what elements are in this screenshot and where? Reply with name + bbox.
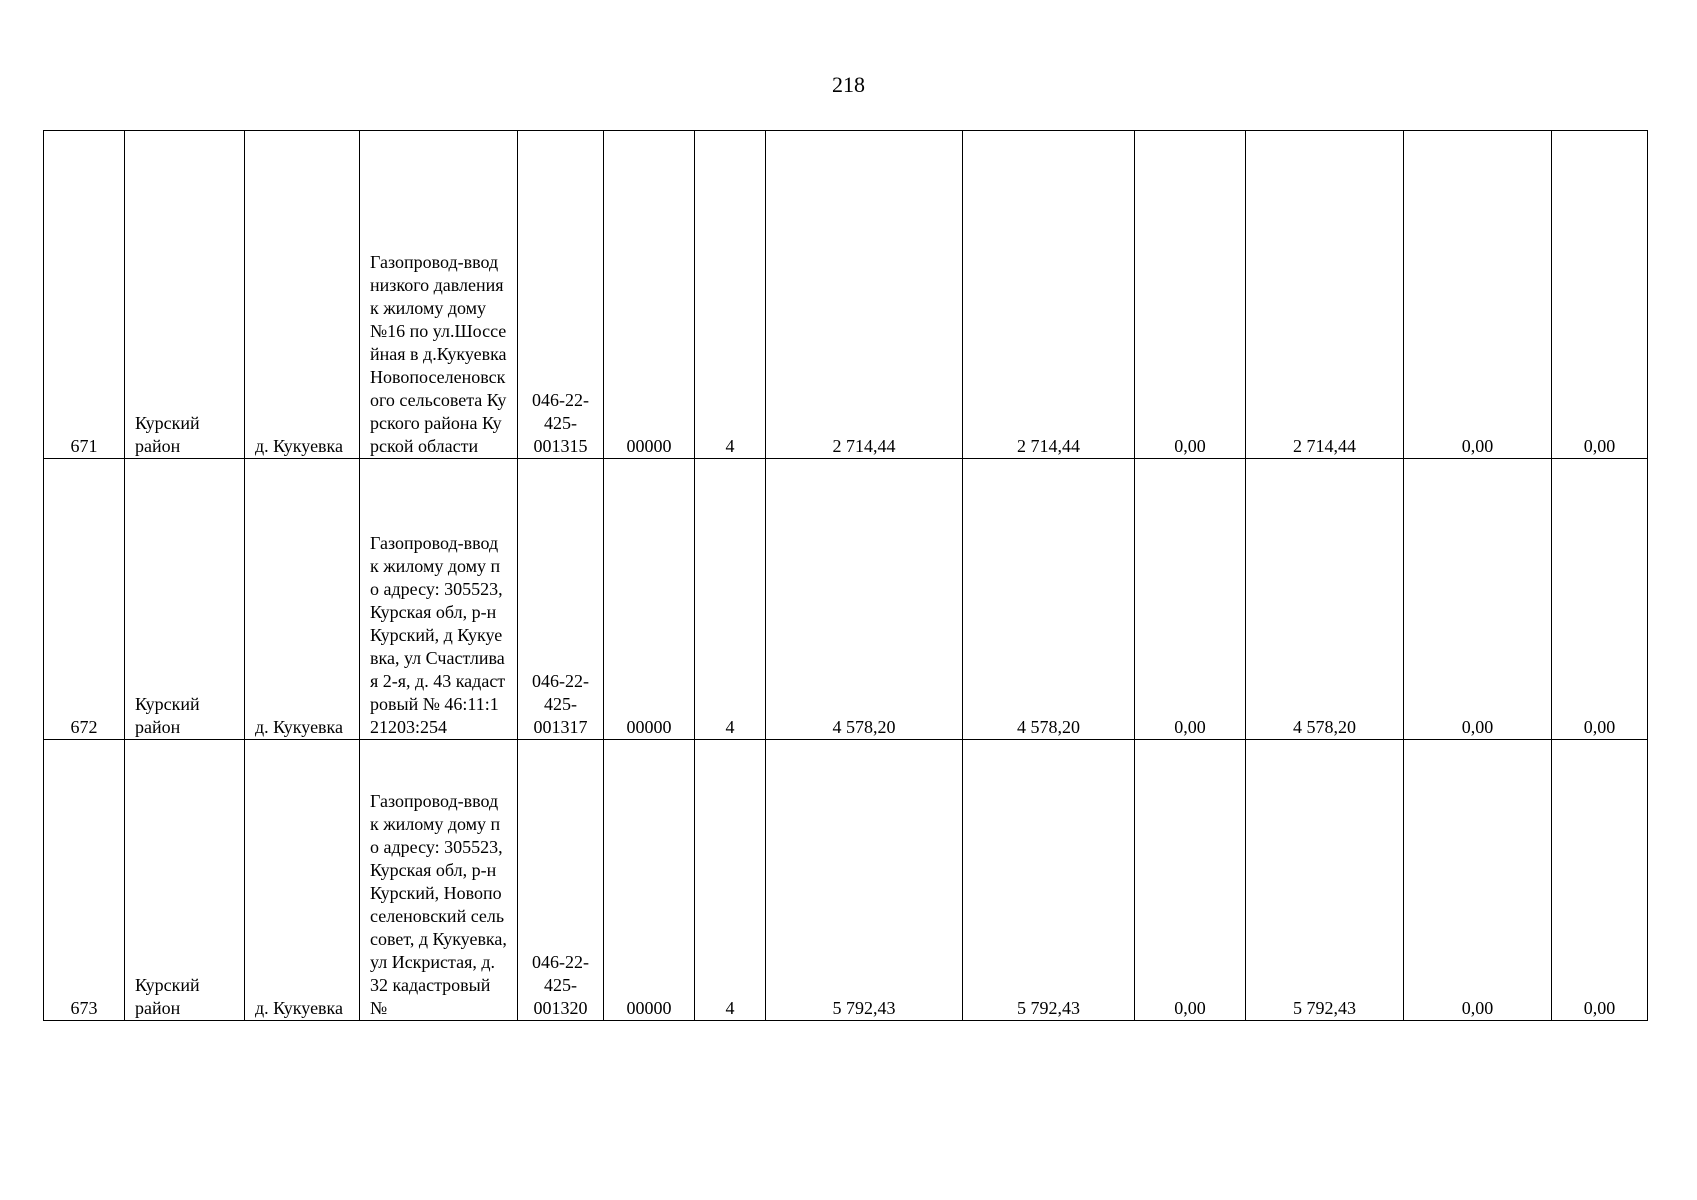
registry-code-cell: 046-22-425-001317 [518, 459, 604, 740]
locality-cell: д. Кукуевка [245, 131, 360, 459]
object-name-cell [360, 740, 518, 1021]
value-cell-2: 5 792,43 [963, 740, 1135, 1021]
class-code-cell: 00000 [604, 740, 695, 1021]
count-cell: 4 [695, 740, 766, 1021]
locality-cell: д. Кукуевка [245, 740, 360, 1021]
row-number: 671 [44, 131, 125, 459]
object-name: Газопровод-ввод низкого давления к жилому дому №16 по ул.Шоссейная в д.Кукуевка Новопоселеновского сельсовета Курского района Курской области [370, 252, 507, 456]
locality-cell: д. Кукуевка [245, 459, 360, 740]
value-cell-4: 5 792,43 [1246, 740, 1404, 1021]
registry-code-cell: 046-22-425-001315 [518, 131, 604, 459]
value-cell-2: 2 714,44 [963, 131, 1135, 459]
value-cell-6: 0,00 [1552, 459, 1648, 740]
value-cell-3: 0,00 [1135, 459, 1246, 740]
district-cell: Курский район [125, 459, 245, 740]
value-cell-2: 4 578,20 [963, 459, 1135, 740]
district-cell: Курский район [125, 740, 245, 1021]
value-cell-3: 0,00 [1135, 740, 1246, 1021]
object-name-cell [360, 459, 518, 740]
value-cell-3: 0,00 [1135, 131, 1246, 459]
value-cell-4: 2 714,44 [1246, 131, 1404, 459]
class-code-cell: 00000 [604, 131, 695, 459]
value-cell-6: 0,00 [1552, 740, 1648, 1021]
table-row [44, 131, 1648, 459]
value-cell-1: 5 792,43 [766, 740, 963, 1021]
value-cell-5: 0,00 [1404, 740, 1552, 1021]
table-row [44, 740, 1648, 1021]
registry-table [43, 130, 1648, 1021]
object-name-cell [360, 131, 518, 459]
object-name: Газопровод-ввод к жилому дому по адресу: 305523, Курская обл, р-н Курский, Новопоселеновский сельсовет, д Кукуевка, ул Искристая, д. 32 кадастровый № [370, 791, 507, 1018]
count-cell: 4 [695, 459, 766, 740]
value-cell-4: 4 578,20 [1246, 459, 1404, 740]
row-number: 672 [44, 459, 125, 740]
row-number: 673 [44, 740, 125, 1021]
table-row [44, 459, 1648, 740]
district-cell: Курский район [125, 131, 245, 459]
value-cell-5: 0,00 [1404, 459, 1552, 740]
object-name: Газопровод-ввод к жилому дому по адресу: 305523, Курская обл, р-н Курский, д Кукуевка, ул Счастливая 2-я, д. 43 кадастровый № 46:11:121203:254 [370, 533, 506, 737]
value-cell-5: 0,00 [1404, 131, 1552, 459]
class-code-cell: 00000 [604, 459, 695, 740]
value-cell-1: 2 714,44 [766, 131, 963, 459]
page-number: 218 [832, 72, 865, 97]
value-cell-1: 4 578,20 [766, 459, 963, 740]
value-cell-6: 0,00 [1552, 131, 1648, 459]
registry-code-cell: 046-22-425-001320 [518, 740, 604, 1021]
count-cell: 4 [695, 131, 766, 459]
